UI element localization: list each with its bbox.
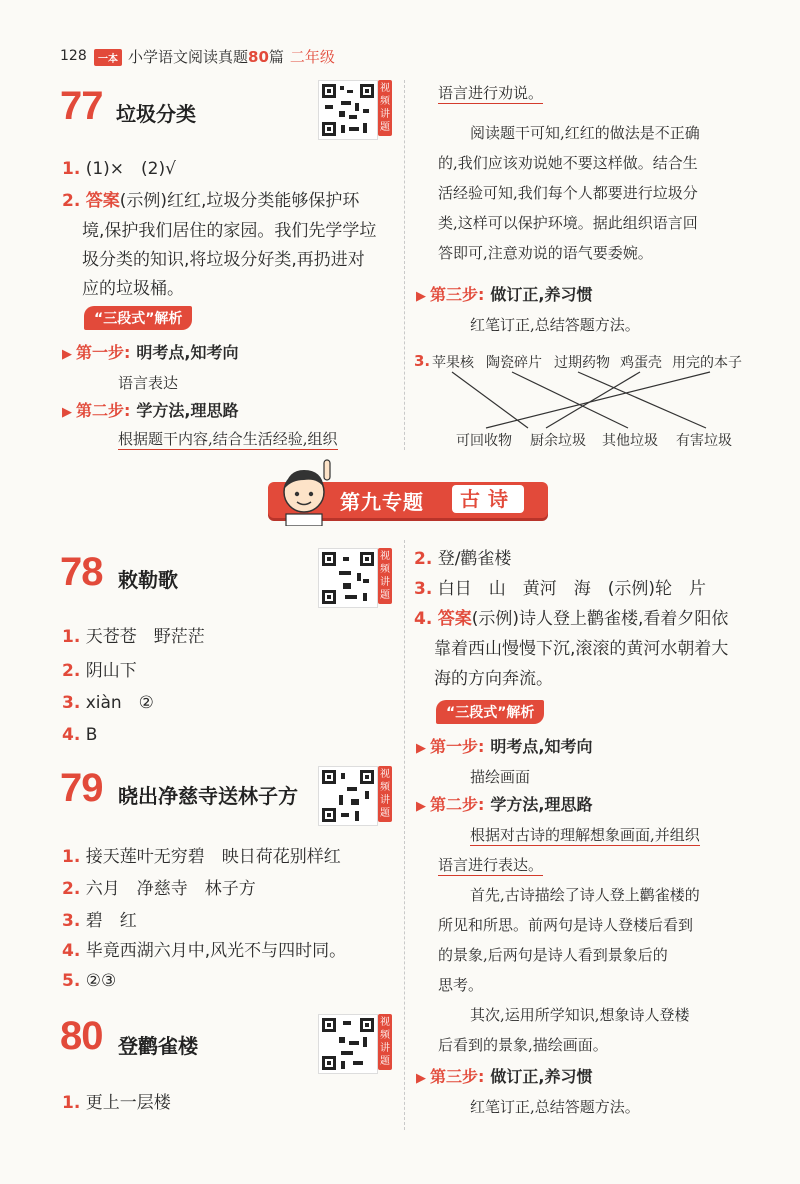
handwritten-note: 思考。: [438, 976, 484, 994]
video-tag[interactable]: 视频讲题: [378, 80, 392, 136]
question-number: 78: [60, 550, 103, 594]
answer-line: 2. 登/鹳雀楼: [414, 549, 512, 569]
handwritten-note: 的景象,后两句是诗人看到景象后的: [438, 946, 668, 964]
answer-line: 2. 答案(示例)红红,垃圾分类能够保护环: [62, 191, 360, 211]
question-title: 晓出净慈寺送林子方: [118, 784, 298, 808]
step-heading: ▶ 第一步: 明考点,知考向: [62, 343, 239, 362]
book-grade: 二年级: [289, 48, 335, 66]
handwritten-note: 描绘画面: [470, 768, 531, 786]
question-number: 77: [60, 84, 103, 128]
answer-line: 5. ②③: [62, 971, 117, 991]
book-title-text: 小学语文阅读真题: [128, 48, 249, 66]
answer-line: 海的方向奔流。: [434, 669, 553, 689]
video-tag[interactable]: 视频讲题: [378, 766, 392, 822]
handwritten-note: 后看到的景象,描绘画面。: [438, 1036, 608, 1054]
video-tag[interactable]: 视频讲题: [378, 1014, 392, 1070]
answer-line: 靠着西山慢慢下沉,滚滚的黄河水朝着大: [434, 639, 729, 659]
handwritten-note: 语言进行劝说。: [438, 84, 544, 102]
handwritten-note: 根据题干内容,结合生活经验,组织: [118, 430, 338, 448]
answer-line: 应的垃圾桶。: [82, 279, 184, 299]
arrow-icon: ▶: [416, 799, 426, 814]
question-number: 80: [60, 1014, 103, 1058]
arrow-icon: ▶: [62, 405, 72, 420]
page-number: 128: [60, 48, 87, 64]
match-target: 有害垃圾: [676, 433, 732, 449]
match-line: [512, 372, 628, 428]
question-number: 79: [60, 766, 103, 810]
handwritten-note: 的,我们应该劝说她不要这样做。结合生: [438, 154, 698, 172]
answer-line: 境,保护我们居住的家园。我们先学学垃: [82, 221, 377, 241]
matching-lines: [0, 0, 800, 460]
handwritten-note: 活经验可知,我们每个人都要进行垃圾分: [438, 184, 698, 202]
book-count: 80: [248, 48, 269, 66]
match-line: [452, 372, 528, 428]
handwritten-note: 答即可,注意劝说的语气要委婉。: [438, 244, 653, 262]
section-subtitle: 古诗: [452, 485, 524, 513]
match-item: 过期药物: [554, 355, 610, 371]
step-heading: ▶ 第二步: 学方法,理思路: [416, 795, 593, 814]
video-tag[interactable]: 视频讲题: [378, 548, 392, 604]
handwritten-note: 红笔订正,总结答题方法。: [470, 1098, 640, 1116]
question-title: 垃圾分类: [116, 102, 196, 126]
match-line: [546, 372, 640, 428]
qr-code[interactable]: [318, 766, 378, 826]
arrow-icon: ▶: [416, 741, 426, 756]
answer-line: 1. (1)× (2)√: [62, 159, 176, 179]
handwritten-note: 根据对古诗的理解想象画面,并组织: [470, 826, 700, 844]
step-heading: ▶ 第一步: 明考点,知考向: [416, 737, 593, 756]
answer-line: 3. 白日 山 黄河 海 (示例)轮 片: [414, 579, 706, 599]
match-item: 鸡蛋壳: [620, 355, 662, 371]
question-title: 敕勒歌: [118, 568, 178, 592]
handwritten-note: 阅读题干可知,红红的做法是不正确: [470, 124, 700, 142]
step-heading: ▶ 第三步: 做订正,养习惯: [416, 1067, 593, 1086]
match-item: 陶瓷碎片: [486, 355, 542, 371]
handwritten-note: 红笔订正,总结答题方法。: [470, 316, 640, 334]
section-title: 第九专题: [340, 490, 424, 514]
book-count-unit: 篇: [268, 48, 284, 66]
answer-line: 2. 阴山下: [62, 661, 137, 681]
answer-line: 4. B: [62, 725, 98, 745]
answer-line: 4. 毕竟西湖六月中,风光不与四时同。: [62, 941, 347, 961]
match-target: 厨余垃圾: [530, 433, 586, 449]
handwritten-note: 其次,运用所学知识,想象诗人登楼: [470, 1006, 690, 1024]
brand-logo: 一本: [94, 49, 122, 66]
arrow-icon: ▶: [416, 1071, 426, 1086]
answer-line: 3. 碧 红: [62, 911, 137, 931]
qr-code[interactable]: [318, 1014, 378, 1074]
answer-line: 2. 六月 净慈寺 林子方: [62, 879, 256, 899]
answer-line: 1. 接天莲叶无穷碧 映日荷花别样红: [62, 847, 341, 867]
arrow-icon: ▶: [416, 289, 426, 304]
qr-code[interactable]: [318, 548, 378, 608]
answer-line: 圾分类的知识,将垃圾分好类,再扔进对: [82, 250, 365, 270]
analysis-badge: “三段式”解析: [84, 306, 192, 330]
answer-line: 4. 答案(示例)诗人登上鹳雀楼,看着夕阳依: [414, 609, 729, 629]
arrow-icon: ▶: [62, 347, 72, 362]
handwritten-note: 类,这样可以保护环境。据此组织语言回: [438, 214, 698, 232]
handwritten-note: 语言进行表达。: [438, 856, 544, 874]
answer-number: 3.: [414, 352, 431, 370]
boy-mascot-icon: [272, 456, 342, 526]
handwritten-note: 首先,古诗描绘了诗人登上鹳雀楼的: [470, 886, 700, 904]
match-target: 可回收物: [456, 433, 512, 449]
match-item: 苹果核: [432, 355, 474, 371]
handwritten-note: 所见和所思。前两句是诗人登楼后看到: [438, 916, 694, 934]
analysis-badge: “三段式”解析: [436, 700, 544, 724]
column-divider: [404, 540, 405, 1130]
answer-line: 3. xiàn ②: [62, 693, 154, 713]
answer-line: 1. 更上一层楼: [62, 1093, 171, 1113]
question-title: 登鹳雀楼: [118, 1034, 198, 1058]
step-heading: ▶ 第三步: 做订正,养习惯: [416, 285, 593, 304]
step-heading: ▶ 第二步: 学方法,理思路: [62, 401, 239, 420]
handwritten-note: 语言表达: [118, 374, 179, 392]
match-target: 其他垃圾: [602, 433, 658, 449]
answer-line: 1. 天苍苍 野茫茫: [62, 627, 205, 647]
match-item: 用完的本子: [672, 355, 742, 371]
